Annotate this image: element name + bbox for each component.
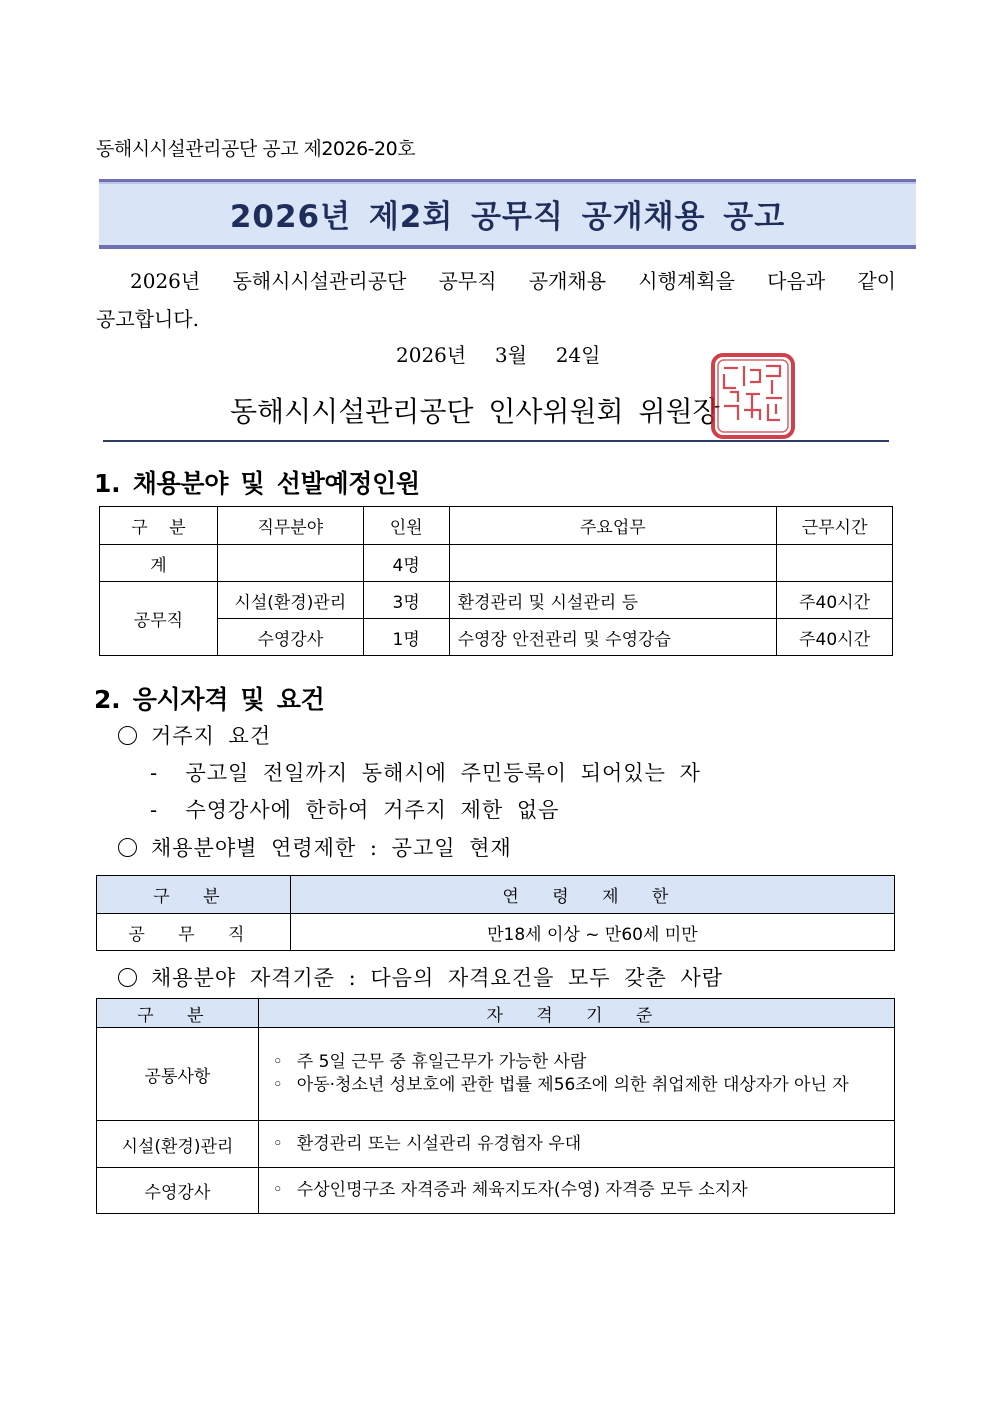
table-row [97, 1121, 895, 1168]
circle-bullet-icon [118, 968, 137, 987]
qualification-heading [118, 962, 723, 992]
residence-heading [118, 720, 271, 750]
qualification-heading-text: 채용분야 자격기준 : 다음의 자격요건을 모두 갖춘 사람 [151, 966, 724, 990]
header-field: 직무분야 [217, 507, 363, 545]
table-row [97, 1028, 895, 1121]
section-1-title: 1. 채용분야 및 선발예정인원 [94, 469, 420, 498]
small-circle-icon: ◦ [272, 1075, 283, 1095]
age-header-category-text: 구 분 [153, 887, 234, 907]
table-row [100, 582, 893, 619]
row-field: 시설(환경)관리 [217, 582, 363, 619]
table-row [97, 1168, 895, 1214]
intro-word: 2026년 [130, 269, 201, 293]
qual-header-criteria-text: 자 격 기 준 [486, 1005, 667, 1026]
small-circle-icon: ◦ [272, 1052, 283, 1072]
title-banner [99, 179, 916, 249]
qual-row-label: 수영강사 [97, 1168, 259, 1214]
intro-paragraph [96, 262, 896, 338]
table-row [97, 914, 895, 951]
criteria-text: 주 5일 근무 중 휴일근무가 가능한 사람 [296, 1052, 587, 1072]
official-seal [710, 352, 796, 440]
qual-row-criteria [258, 1168, 894, 1214]
intro-word: 동해시시설관리공단 [232, 269, 407, 293]
divider [103, 440, 889, 442]
table-row [100, 619, 893, 656]
table-header-row [97, 876, 895, 914]
criteria-item [273, 1074, 884, 1097]
total-field [217, 545, 363, 582]
header-hours: 근무시간 [777, 507, 893, 545]
intro-word: 시행계획을 [638, 269, 735, 293]
issuer-name: 동해시시설관리공단 인사위원회 위원장 [230, 395, 720, 428]
criteria-text: 아동·청소년 성보호에 관한 법률 제56조에 의한 취업제한 대상자가 아닌 자 [296, 1075, 849, 1095]
recruitment-table [99, 506, 893, 656]
age-header-category [97, 876, 291, 914]
qual-row-label: 시설(환경)관리 [97, 1121, 259, 1168]
notice-date: 2026년 3월 24일 [396, 343, 601, 367]
row-field: 수영강사 [217, 619, 363, 656]
group-label: 공무직 [100, 582, 218, 656]
qual-row-criteria [258, 1028, 894, 1121]
row-count: 3명 [363, 582, 449, 619]
age-header-limit-text: 연 령 제 한 [502, 887, 683, 907]
row-duty: 수영장 안전관리 및 수영강습 [449, 619, 777, 656]
intro-word: 공무직 [438, 269, 497, 293]
intro-line-1 [96, 262, 896, 300]
intro-word: 다음과 [767, 269, 826, 293]
page-title: 2026년 제2회 공무직 공개채용 공고 [229, 199, 786, 235]
small-circle-icon: ◦ [272, 1133, 283, 1154]
total-duty [449, 545, 777, 582]
header-category: 구 분 [100, 507, 218, 545]
header-duty: 주요업무 [449, 507, 777, 545]
residence-item: - 공고일 전일까지 동해시에 주민등록이 되어있는 자 [150, 761, 701, 785]
residence-item: - 수영강사에 한하여 거주지 제한 없음 [150, 798, 560, 822]
qual-header-category [97, 999, 259, 1028]
table-header-row [97, 999, 895, 1028]
table-header-row [100, 507, 893, 545]
qualification-table [96, 998, 895, 1214]
table-row-total [100, 545, 893, 582]
intro-word: 같이 [857, 269, 896, 293]
age-row-label-text: 공 무 직 [128, 924, 259, 945]
intro-word: 공개채용 [528, 269, 607, 293]
age-heading-text: 채용분야별 연령제한 : 공고일 현재 [151, 836, 512, 860]
qual-row-criteria [258, 1121, 894, 1168]
criteria-item [273, 1051, 884, 1074]
header-count: 인원 [363, 507, 449, 545]
intro-line-2: 공고합니다. [96, 307, 199, 331]
section-2-title: 2. 응시자격 및 요건 [94, 685, 325, 714]
row-hours: 주40시간 [777, 619, 893, 656]
criteria-text: 환경관리 또는 시설관리 유경험자 우대 [296, 1133, 582, 1154]
qual-row-label: 공통사항 [97, 1028, 259, 1121]
total-label: 계 [100, 545, 218, 582]
criteria-text: 수상인명구조 자격증과 체육지도자(수영) 자격증 모두 소지자 [296, 1180, 748, 1200]
residence-heading-text: 거주지 요건 [151, 724, 272, 748]
qual-header-criteria [258, 999, 894, 1028]
row-hours: 주40시간 [777, 582, 893, 619]
age-row-label [97, 914, 291, 951]
age-header-limit [290, 876, 894, 914]
criteria-item [273, 1179, 884, 1202]
circle-bullet-icon [118, 838, 137, 857]
qual-header-category-text: 구 분 [137, 1005, 218, 1026]
row-duty: 환경관리 및 시설관리 등 [449, 582, 777, 619]
age-row-value: 만18세 이상 ~ 만60세 미만 [290, 914, 894, 951]
total-hours [777, 545, 893, 582]
circle-bullet-icon [118, 726, 137, 745]
criteria-item [273, 1133, 884, 1156]
row-count: 1명 [363, 619, 449, 656]
small-circle-icon: ◦ [272, 1180, 283, 1200]
age-heading [118, 832, 512, 862]
total-count: 4명 [363, 545, 449, 582]
age-table [96, 875, 895, 951]
notice-number: 동해시시설관리공단 공고 제2026-20호 [96, 138, 416, 160]
